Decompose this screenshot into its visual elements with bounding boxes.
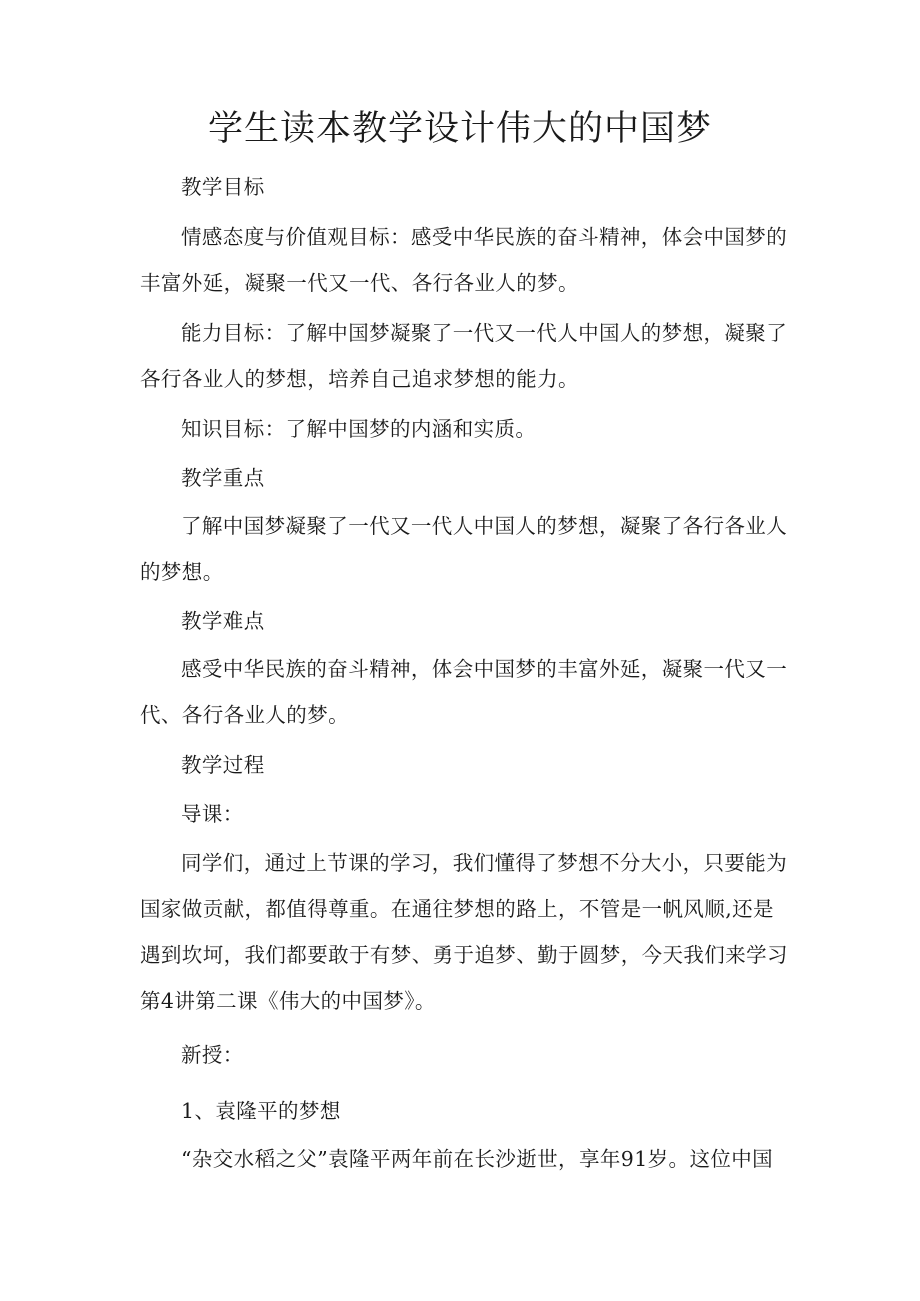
process-heading: 教学过程 — [181, 753, 265, 777]
ability-goal-paragraph: 能力目标：了解中国梦凝聚了一代又一代人中国人的梦想，凝聚了各行各业人的梦想，培养自己追求梦想的能力。 — [140, 321, 788, 391]
key-points-paragraph: 了解中国梦凝聚了一代又一代人中国人的梦想，凝聚了各行各业人的梦想。 — [140, 514, 788, 584]
knowledge-goal-paragraph: 知识目标：了解中国梦的内涵和实质。 — [181, 417, 537, 441]
objectives-heading: 教学目标 — [181, 175, 265, 199]
section-1-paragraph: “杂交水稻之父”袁隆平两年前在长沙逝世，享年91岁。这位中国 — [181, 1147, 774, 1171]
difficulty-paragraph: 感受中华民族的奋斗精神，体会中国梦的丰富外延，凝聚一代又一代、各行各业人的梦。 — [140, 657, 788, 727]
new-lesson-heading: 新授： — [181, 1043, 244, 1067]
key-points-heading: 教学重点 — [181, 466, 265, 490]
document-title: 学生读本教学设计伟大的中国梦 — [207, 109, 712, 149]
emotion-goal-paragraph: 情感态度与价值观目标：感受中华民族的奋斗精神，体会中国梦的丰富外延，凝聚一代又一代、各行各业人的梦。 — [140, 225, 788, 295]
section-1-heading: 1、袁隆平的梦想 — [181, 1099, 341, 1123]
intro-paragraph: 同学们，通过上节课的学习，我们懂得了梦想不分大小，只要能为国家做贡献，都值得尊重。在通往梦想的路上，不管是一帆风顺,还是遇到坎坷，我们都要敢于有梦、勇于追梦、勤于圆梦，今天我们来学习第4讲第二课《伟大的中国梦》。 — [140, 851, 788, 1013]
intro-heading: 导课： — [181, 802, 244, 826]
difficulty-heading: 教学难点 — [181, 609, 265, 633]
